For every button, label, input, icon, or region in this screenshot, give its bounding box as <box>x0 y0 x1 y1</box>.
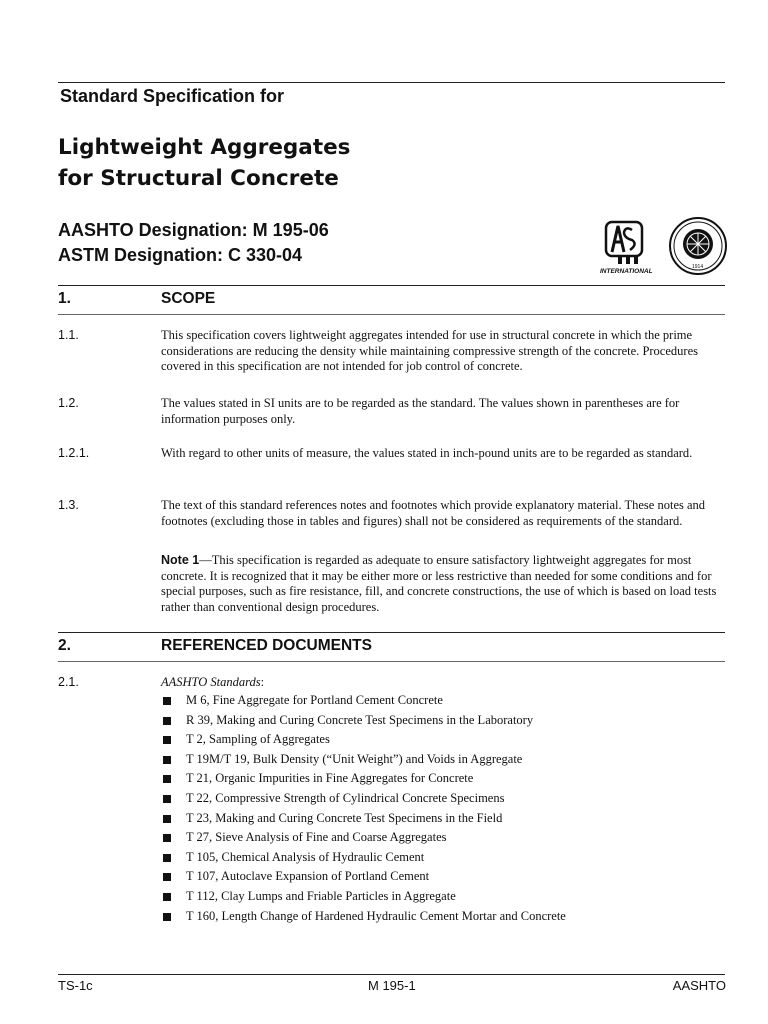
astm-logo-text: INTERNATIONAL <box>600 268 653 275</box>
list-item-text: T 105, Chemical Analysis of Hydraulic Cement <box>186 849 425 864</box>
designations <box>58 218 329 268</box>
list-item <box>161 769 566 789</box>
list-item <box>161 907 566 927</box>
note-text <box>161 553 727 615</box>
aashto-standards-list <box>161 691 566 926</box>
aashto-standards-heading-text: AASHTO Standards <box>161 675 261 689</box>
list-item-text: T 21, Organic Impurities in Fine Aggregates for Concrete <box>186 771 474 786</box>
section-1-rule <box>58 285 725 286</box>
list-item <box>161 848 566 868</box>
list-item-text: T 160, Length Change of Hardened Hydraulic Cement Mortar and Concrete <box>186 908 566 923</box>
section-1-underline <box>58 314 725 315</box>
note-body: —This specification is regarded as adequate to ensure satisfactory lightweight aggregates for most concrete. It is recognized that it may be either more or less restrictive than needed for some conditions and for special purposes, such as fire resistance, fill, and concrete constructions, the use of which is based on load tests rather than conventional design procedures. <box>161 553 717 614</box>
title-line-2: for Structural Concrete <box>58 166 339 191</box>
list-item <box>161 691 566 711</box>
bullet-icon <box>163 815 171 823</box>
bullet-icon <box>163 795 171 803</box>
aashto-seal-year: 1914 <box>692 264 704 270</box>
aashto-standards-heading-suffix: : <box>260 675 265 689</box>
list-item <box>161 887 566 907</box>
spec-kicker: Standard Specification for <box>60 86 285 106</box>
paragraph-text: The values stated in SI units are to be regarded as the standard. The values shown in parentheses are for information purposes only. <box>161 396 680 426</box>
bullet-icon <box>163 913 171 921</box>
list-item-text: T 22, Compressive Strength of Cylindrical Concrete Specimens <box>186 790 505 805</box>
bullet-icon <box>163 756 171 764</box>
section-2-rule <box>58 632 725 633</box>
aashto-standards-heading <box>161 675 727 691</box>
list-item <box>161 867 566 887</box>
footer-page-number: M 195-1 <box>368 978 416 993</box>
section-2-underline <box>58 661 725 662</box>
bullet-icon <box>163 775 171 783</box>
bullet-icon <box>163 873 171 881</box>
list-item-text: M 6, Fine Aggregate for Portland Cement Concrete <box>186 693 443 707</box>
aashto-seal-icon <box>666 216 730 276</box>
title-line-1: Lightweight Aggregates <box>58 135 351 160</box>
section-1-number: 1. <box>58 290 71 307</box>
section-1-title: SCOPE <box>161 290 216 307</box>
list-item-text: R 39, Making and Curing Concrete Test Specimens in the Laboratory <box>186 712 534 727</box>
bullet-icon <box>163 854 171 862</box>
bullet-icon <box>163 736 171 744</box>
top-rule <box>58 82 725 83</box>
paragraph-number: 1.1. <box>58 328 79 342</box>
aashto-designation: AASHTO Designation: M 195-06 <box>58 220 329 240</box>
list-item <box>161 789 566 809</box>
paragraph-number: 1.2. <box>58 396 79 410</box>
list-item <box>161 750 566 770</box>
list-item <box>161 711 566 731</box>
paragraph-text: The text of this standard references notes and footnotes which provide explanatory material. These notes and footnotes (excluding those in tables and figures) shall not be considered as requirements of the standard. <box>161 498 706 528</box>
document-title <box>58 132 350 194</box>
footer-rule <box>58 974 725 975</box>
bullet-icon <box>163 697 171 705</box>
paragraph-number: 1.3. <box>58 498 79 512</box>
footer-left: TS-1c <box>58 978 93 993</box>
paragraph-text: With regard to other units of measure, the values stated in inch-pound units are to be regarded as standard. <box>161 446 693 460</box>
list-item-text: T 23, Making and Curing Concrete Test Specimens in the Field <box>186 810 503 825</box>
list-item <box>161 809 566 829</box>
list-item-text: T 2, Sampling of Aggregates <box>186 732 330 747</box>
bullet-icon <box>163 717 171 725</box>
list-item <box>161 828 566 848</box>
list-item-text: T 112, Clay Lumps and Friable Particles in Aggregate <box>186 888 456 903</box>
paragraph-text: This specification covers lightweight aggregates intended for use in structural concrete in which the prime considerations are reducing the density while maintaining compressive strength of the concrete. Procedures covered in this specification are not intended for job control of concrete. <box>161 328 698 373</box>
bullet-icon <box>163 893 171 901</box>
paragraph-number: 2.1. <box>58 675 79 689</box>
note-label: Note 1 <box>161 553 200 567</box>
list-item-text: T 19M/T 19, Bulk Density (“Unit Weight”) and Voids in Aggregate <box>186 751 523 766</box>
paragraph-number: 1.2.1. <box>58 446 90 460</box>
astm-designation: ASTM Designation: C 330-04 <box>58 245 303 265</box>
logos <box>596 216 736 276</box>
bullet-icon <box>163 834 171 842</box>
list-item-text: T 27, Sieve Analysis of Fine and Coarse Aggregates <box>186 830 447 845</box>
list-item-text: T 107, Autoclave Expansion of Portland Cement <box>186 869 430 884</box>
section-2-title: REFERENCED DOCUMENTS <box>161 637 372 654</box>
section-2-number: 2. <box>58 637 71 654</box>
list-item <box>161 730 566 750</box>
footer-right: AASHTO <box>672 978 726 993</box>
